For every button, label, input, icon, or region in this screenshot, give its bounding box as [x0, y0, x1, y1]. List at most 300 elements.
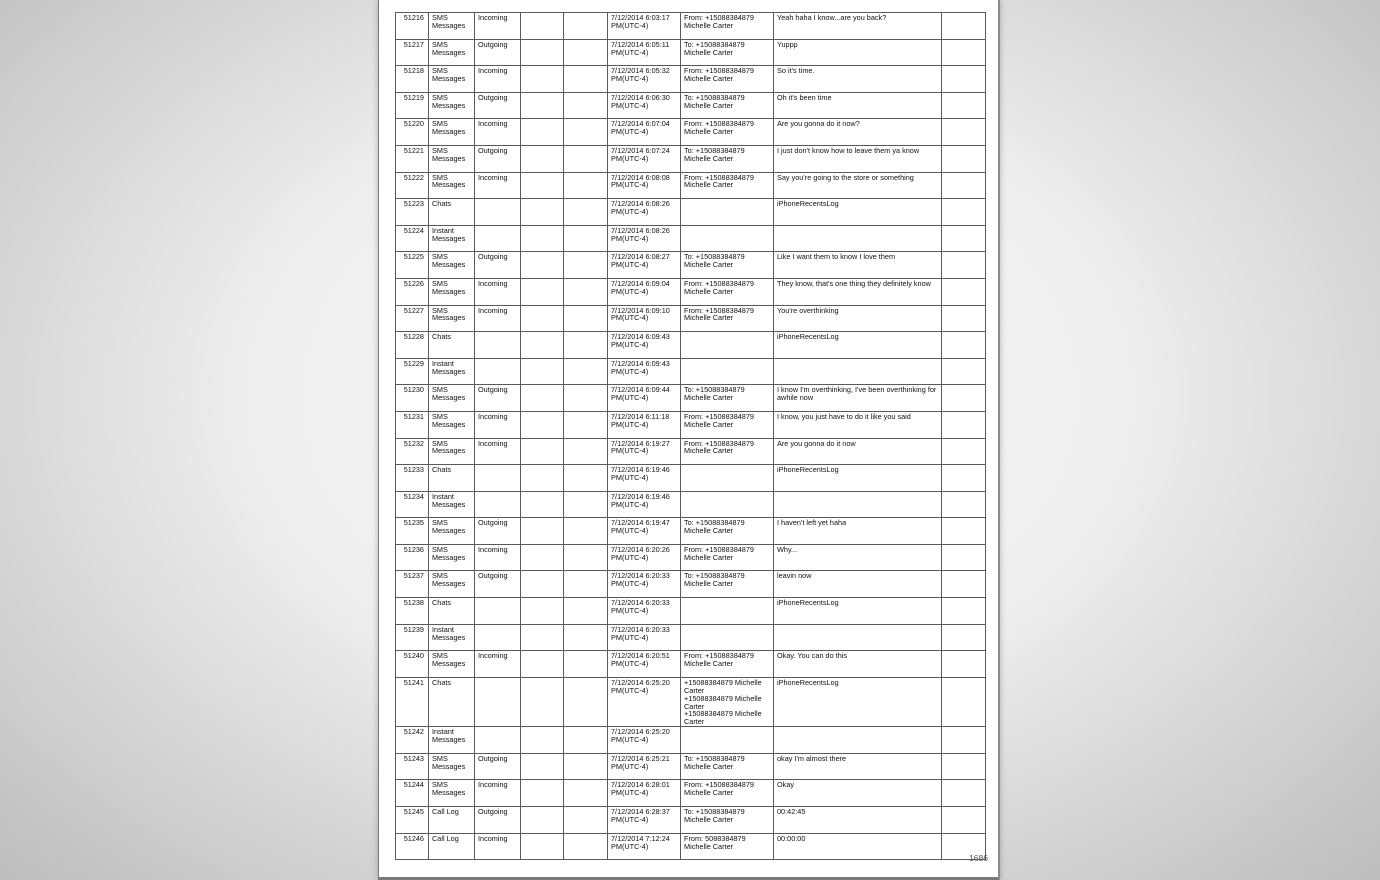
table-row	[396, 172, 986, 199]
party: From: +15088384879 Michelle Carter	[681, 13, 774, 40]
message-text: 00:42:45	[774, 807, 942, 834]
table-row	[396, 438, 986, 465]
message-text: Like I want them to know I love them	[774, 252, 942, 279]
party: From: +15088384879 Michelle Carter	[681, 651, 774, 678]
category: Instant Messages	[429, 225, 475, 252]
party: To: +15088384879 Michelle Carter	[681, 92, 774, 119]
empty-cell	[942, 411, 986, 438]
category: Instant Messages	[429, 491, 475, 518]
table-row	[396, 411, 986, 438]
category: Chats	[429, 677, 475, 726]
table-row	[396, 833, 986, 860]
direction: Outgoing	[475, 145, 521, 172]
timestamp: 7/12/2014 6:07:24 PM(UTC-4)	[608, 145, 681, 172]
category: SMS Messages	[429, 172, 475, 199]
message-text: Why...	[774, 544, 942, 571]
timestamp: 7/12/2014 6:05:11 PM(UTC-4)	[608, 39, 681, 66]
record-id: 51245	[396, 807, 429, 834]
message-text: iPhoneRecentsLog	[774, 677, 942, 726]
empty-cell	[942, 305, 986, 332]
empty-cell	[564, 780, 608, 807]
message-text: Yeah haha I know...are you back?	[774, 13, 942, 40]
table-row	[396, 491, 986, 518]
direction: Incoming	[475, 172, 521, 199]
timestamp: 7/12/2014 6:09:10 PM(UTC-4)	[608, 305, 681, 332]
empty-cell	[521, 651, 564, 678]
table-row	[396, 780, 986, 807]
record-id: 51235	[396, 518, 429, 545]
direction: Incoming	[475, 833, 521, 860]
timestamp: 7/12/2014 6:03:17 PM(UTC-4)	[608, 13, 681, 40]
party: From: +15088384879 Michelle Carter	[681, 305, 774, 332]
record-id: 51224	[396, 225, 429, 252]
message-text: I haven't left yet haha	[774, 518, 942, 545]
empty-cell	[521, 411, 564, 438]
category: SMS Messages	[429, 119, 475, 146]
empty-cell	[521, 677, 564, 726]
empty-cell	[564, 544, 608, 571]
record-id: 51241	[396, 677, 429, 726]
category: Instant Messages	[429, 727, 475, 754]
record-id: 51242	[396, 727, 429, 754]
category: SMS Messages	[429, 571, 475, 598]
empty-cell	[564, 833, 608, 860]
table-row	[396, 677, 986, 726]
empty-cell	[942, 727, 986, 754]
message-text: 00:00:00	[774, 833, 942, 860]
timestamp: 7/12/2014 6:08:26 PM(UTC-4)	[608, 225, 681, 252]
category: Instant Messages	[429, 624, 475, 651]
empty-cell	[942, 465, 986, 492]
empty-cell	[521, 385, 564, 412]
direction	[475, 598, 521, 625]
message-text: You're overthinking	[774, 305, 942, 332]
table-row	[396, 92, 986, 119]
record-id: 51223	[396, 199, 429, 226]
empty-cell	[564, 411, 608, 438]
empty-cell	[942, 199, 986, 226]
empty-cell	[521, 225, 564, 252]
direction	[475, 358, 521, 385]
timestamp: 7/12/2014 6:28:01 PM(UTC-4)	[608, 780, 681, 807]
empty-cell	[521, 727, 564, 754]
party	[681, 624, 774, 651]
empty-cell	[942, 624, 986, 651]
direction: Outgoing	[475, 518, 521, 545]
direction: Outgoing	[475, 807, 521, 834]
category: Chats	[429, 332, 475, 359]
empty-cell	[564, 358, 608, 385]
party: To: +15088384879 Michelle Carter	[681, 385, 774, 412]
party	[681, 491, 774, 518]
direction: Outgoing	[475, 252, 521, 279]
empty-cell	[564, 465, 608, 492]
direction: Incoming	[475, 305, 521, 332]
category: SMS Messages	[429, 305, 475, 332]
message-text	[774, 491, 942, 518]
table-row	[396, 753, 986, 780]
party: +15088384879 Michelle Carter +15088384879 Michelle Carter +15088384879 Michelle Carter	[681, 677, 774, 726]
table-row	[396, 518, 986, 545]
timestamp: 7/12/2014 6:20:26 PM(UTC-4)	[608, 544, 681, 571]
table-row	[396, 252, 986, 279]
category: SMS Messages	[429, 411, 475, 438]
record-id: 51217	[396, 39, 429, 66]
timestamp: 7/12/2014 6:09:04 PM(UTC-4)	[608, 278, 681, 305]
timestamp: 7/12/2014 6:25:20 PM(UTC-4)	[608, 677, 681, 726]
party	[681, 225, 774, 252]
empty-cell	[942, 92, 986, 119]
timestamp: 7/12/2014 6:08:08 PM(UTC-4)	[608, 172, 681, 199]
party	[681, 199, 774, 226]
timestamp: 7/12/2014 6:19:46 PM(UTC-4)	[608, 465, 681, 492]
empty-cell	[521, 66, 564, 93]
direction	[475, 491, 521, 518]
table-row	[396, 385, 986, 412]
table-row	[396, 119, 986, 146]
table-row	[396, 225, 986, 252]
category: SMS Messages	[429, 438, 475, 465]
record-id: 51227	[396, 305, 429, 332]
table-row	[396, 199, 986, 226]
record-id: 51218	[396, 66, 429, 93]
message-text: I know, you just have to do it like you said	[774, 411, 942, 438]
table-row	[396, 807, 986, 834]
record-id: 51244	[396, 780, 429, 807]
table-row	[396, 39, 986, 66]
empty-cell	[564, 278, 608, 305]
timestamp: 7/12/2014 6:28:37 PM(UTC-4)	[608, 807, 681, 834]
empty-cell	[564, 677, 608, 726]
empty-cell	[521, 145, 564, 172]
direction	[475, 332, 521, 359]
empty-cell	[564, 438, 608, 465]
message-text: Okay. You can do this	[774, 651, 942, 678]
empty-cell	[564, 753, 608, 780]
party: To: +15088384879 Michelle Carter	[681, 753, 774, 780]
empty-cell	[521, 780, 564, 807]
empty-cell	[564, 491, 608, 518]
message-text: Say you're going to the store or something	[774, 172, 942, 199]
message-text: Oh it's been time	[774, 92, 942, 119]
direction	[475, 199, 521, 226]
message-text: I just don't know how to leave them ya know	[774, 145, 942, 172]
message-text: They know, that's one thing they definitely know	[774, 278, 942, 305]
empty-cell	[564, 199, 608, 226]
party: From: +15088384879 Michelle Carter	[681, 780, 774, 807]
party: To: +15088384879 Michelle Carter	[681, 807, 774, 834]
category: Chats	[429, 465, 475, 492]
table-row	[396, 332, 986, 359]
record-id: 51233	[396, 465, 429, 492]
timestamp: 7/12/2014 6:06:30 PM(UTC-4)	[608, 92, 681, 119]
empty-cell	[521, 571, 564, 598]
record-id: 51220	[396, 119, 429, 146]
timestamp: 7/12/2014 6:11:18 PM(UTC-4)	[608, 411, 681, 438]
message-text	[774, 624, 942, 651]
empty-cell	[564, 571, 608, 598]
empty-cell	[942, 252, 986, 279]
record-id: 51234	[396, 491, 429, 518]
record-id: 51246	[396, 833, 429, 860]
timestamp: 7/12/2014 6:19:47 PM(UTC-4)	[608, 518, 681, 545]
empty-cell	[521, 518, 564, 545]
empty-cell	[521, 358, 564, 385]
timestamp: 7/12/2014 6:09:43 PM(UTC-4)	[608, 358, 681, 385]
record-id: 51230	[396, 385, 429, 412]
timestamp: 7/12/2014 6:19:46 PM(UTC-4)	[608, 491, 681, 518]
document-page	[378, 0, 1000, 880]
direction: Incoming	[475, 438, 521, 465]
empty-cell	[521, 172, 564, 199]
table-row	[396, 465, 986, 492]
timestamp: 7/12/2014 6:08:27 PM(UTC-4)	[608, 252, 681, 279]
timestamp: 7/12/2014 6:09:44 PM(UTC-4)	[608, 385, 681, 412]
party	[681, 332, 774, 359]
empty-cell	[942, 66, 986, 93]
party: From: +15088384879 Michelle Carter	[681, 66, 774, 93]
empty-cell	[521, 92, 564, 119]
category: SMS Messages	[429, 651, 475, 678]
empty-cell	[564, 252, 608, 279]
message-text: okay I'm almost there	[774, 753, 942, 780]
record-id: 51229	[396, 358, 429, 385]
category: SMS Messages	[429, 780, 475, 807]
record-id: 51238	[396, 598, 429, 625]
message-text: iPhoneRecentsLog	[774, 332, 942, 359]
record-id: 51222	[396, 172, 429, 199]
party: From: +15088384879 Michelle Carter	[681, 544, 774, 571]
party: To: +15088384879 Michelle Carter	[681, 518, 774, 545]
direction: Outgoing	[475, 753, 521, 780]
direction: Incoming	[475, 13, 521, 40]
party: From: +15088384879 Michelle Carter	[681, 438, 774, 465]
empty-cell	[564, 145, 608, 172]
direction: Incoming	[475, 119, 521, 146]
category: SMS Messages	[429, 753, 475, 780]
empty-cell	[521, 199, 564, 226]
page-number: 1686	[969, 853, 988, 863]
timestamp: 7/12/2014 6:08:26 PM(UTC-4)	[608, 199, 681, 226]
empty-cell	[564, 13, 608, 40]
empty-cell	[942, 145, 986, 172]
party: To: +15088384879 Michelle Carter	[681, 39, 774, 66]
message-text: So it's time.	[774, 66, 942, 93]
timestamp: 7/12/2014 6:20:33 PM(UTC-4)	[608, 598, 681, 625]
party: To: +15088384879 Michelle Carter	[681, 252, 774, 279]
party: From: +15088384879 Michelle Carter	[681, 411, 774, 438]
empty-cell	[942, 13, 986, 40]
empty-cell	[942, 172, 986, 199]
category: SMS Messages	[429, 544, 475, 571]
message-text: Yuppp	[774, 39, 942, 66]
record-id: 51225	[396, 252, 429, 279]
empty-cell	[942, 385, 986, 412]
timestamp: 7/12/2014 6:07:04 PM(UTC-4)	[608, 119, 681, 146]
empty-cell	[942, 225, 986, 252]
empty-cell	[564, 172, 608, 199]
timestamp: 7/12/2014 6:25:20 PM(UTC-4)	[608, 727, 681, 754]
table-row	[396, 571, 986, 598]
direction	[475, 677, 521, 726]
direction: Incoming	[475, 66, 521, 93]
direction: Incoming	[475, 651, 521, 678]
empty-cell	[521, 833, 564, 860]
message-text: leavin now	[774, 571, 942, 598]
direction	[475, 727, 521, 754]
empty-cell	[942, 518, 986, 545]
message-text	[774, 358, 942, 385]
empty-cell	[521, 278, 564, 305]
record-id: 51216	[396, 13, 429, 40]
message-text: iPhoneRecentsLog	[774, 598, 942, 625]
record-id: 51226	[396, 278, 429, 305]
empty-cell	[521, 332, 564, 359]
record-id: 51221	[396, 145, 429, 172]
category: Chats	[429, 199, 475, 226]
timestamp: 7/12/2014 6:09:43 PM(UTC-4)	[608, 332, 681, 359]
table-row	[396, 624, 986, 651]
empty-cell	[521, 807, 564, 834]
empty-cell	[942, 278, 986, 305]
party	[681, 465, 774, 492]
direction: Outgoing	[475, 385, 521, 412]
empty-cell	[521, 598, 564, 625]
empty-cell	[564, 305, 608, 332]
category: SMS Messages	[429, 13, 475, 40]
direction: Outgoing	[475, 39, 521, 66]
empty-cell	[942, 571, 986, 598]
empty-cell	[564, 39, 608, 66]
table-row	[396, 727, 986, 754]
empty-cell	[521, 13, 564, 40]
table-row	[396, 358, 986, 385]
empty-cell	[564, 727, 608, 754]
timestamp: 7/12/2014 7:12:24 PM(UTC-4)	[608, 833, 681, 860]
empty-cell	[564, 624, 608, 651]
direction: Incoming	[475, 780, 521, 807]
table-row	[396, 544, 986, 571]
record-id: 51243	[396, 753, 429, 780]
timestamp: 7/12/2014 6:25:21 PM(UTC-4)	[608, 753, 681, 780]
empty-cell	[942, 332, 986, 359]
category: SMS Messages	[429, 92, 475, 119]
record-id: 51240	[396, 651, 429, 678]
timestamp: 7/12/2014 6:20:33 PM(UTC-4)	[608, 624, 681, 651]
empty-cell	[564, 385, 608, 412]
empty-cell	[564, 119, 608, 146]
empty-cell	[942, 598, 986, 625]
table-row	[396, 13, 986, 40]
message-text: Are you gonna do it now	[774, 438, 942, 465]
message-text: Okay	[774, 780, 942, 807]
category: Call Log	[429, 833, 475, 860]
empty-cell	[942, 753, 986, 780]
timestamp: 7/12/2014 6:20:51 PM(UTC-4)	[608, 651, 681, 678]
category: SMS Messages	[429, 278, 475, 305]
record-id: 51232	[396, 438, 429, 465]
empty-cell	[942, 677, 986, 726]
empty-cell	[942, 780, 986, 807]
party: To: +15088384879 Michelle Carter	[681, 571, 774, 598]
category: SMS Messages	[429, 252, 475, 279]
direction: Incoming	[475, 411, 521, 438]
party: From: +15088384879 Michelle Carter	[681, 172, 774, 199]
empty-cell	[564, 518, 608, 545]
empty-cell	[564, 225, 608, 252]
record-id: 51228	[396, 332, 429, 359]
direction	[475, 225, 521, 252]
empty-cell	[521, 544, 564, 571]
direction: Incoming	[475, 544, 521, 571]
category: SMS Messages	[429, 385, 475, 412]
category: Call Log	[429, 807, 475, 834]
party	[681, 727, 774, 754]
message-text	[774, 225, 942, 252]
category: Instant Messages	[429, 358, 475, 385]
empty-cell	[521, 624, 564, 651]
category: SMS Messages	[429, 39, 475, 66]
empty-cell	[521, 39, 564, 66]
empty-cell	[521, 491, 564, 518]
empty-cell	[521, 753, 564, 780]
record-id: 51239	[396, 624, 429, 651]
party	[681, 598, 774, 625]
table-row	[396, 278, 986, 305]
empty-cell	[521, 465, 564, 492]
empty-cell	[942, 39, 986, 66]
message-text	[774, 727, 942, 754]
category: SMS Messages	[429, 518, 475, 545]
empty-cell	[521, 438, 564, 465]
message-text: iPhoneRecentsLog	[774, 465, 942, 492]
party: To: +15088384879 Michelle Carter	[681, 145, 774, 172]
timestamp: 7/12/2014 6:19:27 PM(UTC-4)	[608, 438, 681, 465]
direction: Outgoing	[475, 571, 521, 598]
party: From: 5088384879 Michelle Carter	[681, 833, 774, 860]
party: From: +15088384879 Michelle Carter	[681, 278, 774, 305]
empty-cell	[521, 305, 564, 332]
record-id: 51231	[396, 411, 429, 438]
empty-cell	[942, 651, 986, 678]
party: From: +15088384879 Michelle Carter	[681, 119, 774, 146]
record-id: 51237	[396, 571, 429, 598]
category: SMS Messages	[429, 145, 475, 172]
empty-cell	[942, 438, 986, 465]
message-text: iPhoneRecentsLog	[774, 199, 942, 226]
category: SMS Messages	[429, 66, 475, 93]
message-text: I know I'm overthinking, I've been overthinking for awhile now	[774, 385, 942, 412]
empty-cell	[942, 119, 986, 146]
empty-cell	[942, 358, 986, 385]
message-log-table	[395, 12, 986, 860]
empty-cell	[564, 651, 608, 678]
empty-cell	[564, 332, 608, 359]
direction: Incoming	[475, 278, 521, 305]
message-log-body	[396, 13, 986, 860]
empty-cell	[942, 544, 986, 571]
message-text: Are you gonna do it now?	[774, 119, 942, 146]
timestamp: 7/12/2014 6:05:32 PM(UTC-4)	[608, 66, 681, 93]
empty-cell	[942, 491, 986, 518]
direction	[475, 624, 521, 651]
category: Chats	[429, 598, 475, 625]
empty-cell	[564, 92, 608, 119]
table-row	[396, 145, 986, 172]
empty-cell	[564, 598, 608, 625]
record-id: 51219	[396, 92, 429, 119]
table-row	[396, 651, 986, 678]
